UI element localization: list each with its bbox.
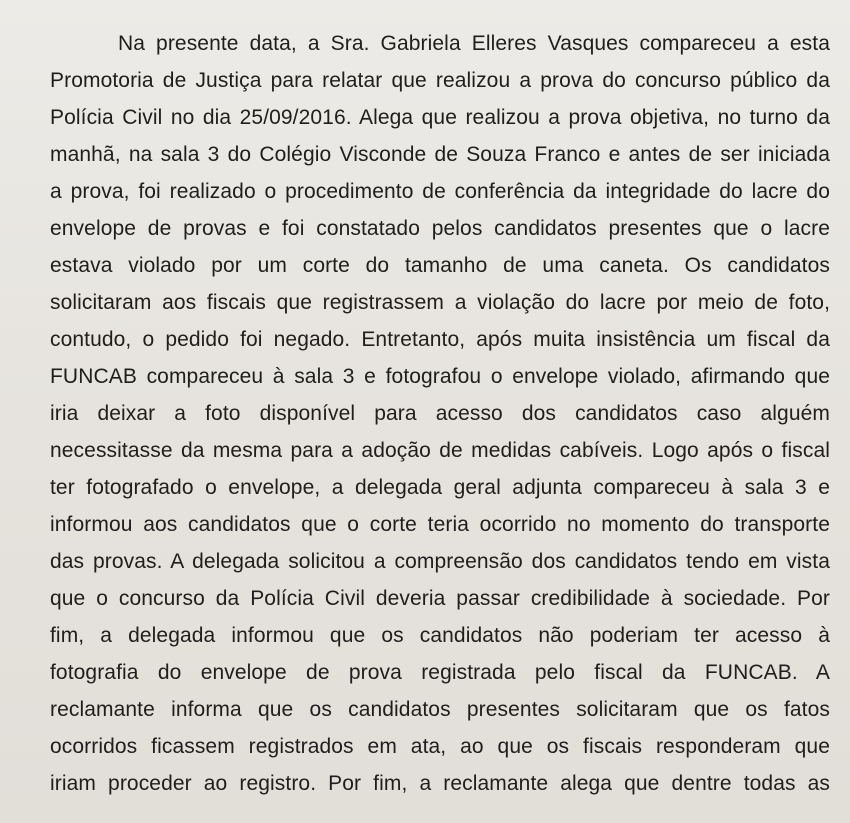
text-line-20: ocorridos ficassem registrados em ata, ao que os fiscais responderam que (50, 735, 830, 758)
text-line-13: ter fotografado o envelope, a delegada geral adjunta compareceu à sala 3 e (50, 476, 830, 499)
text-line-7: estava violado por um corte do tamanho de uma caneta. Os candidatos (50, 254, 830, 277)
text-line-9: contudo, o pedido foi negado. Entretanto, após muita insistência um fiscal da (50, 328, 830, 351)
text-line-3: Polícia Civil no dia 25/09/2016. Alega que realizou a prova objetiva, no turno da (50, 106, 830, 129)
text-line-19: reclamante informa que os candidatos presentes solicitaram que os fatos (50, 698, 830, 721)
text-line-10: FUNCAB compareceu à sala 3 e fotografou o envelope violado, afirmando que (50, 365, 830, 388)
text-line-6: envelope de provas e foi constatado pelos candidatos presentes que o lacre (50, 217, 830, 240)
text-line-11: iria deixar a foto disponível para acesso dos candidatos caso alguém (50, 402, 830, 425)
text-line-5: a prova, foi realizado o procedimento de conferência da integridade do lacre do (50, 180, 830, 203)
text-line-16: que o concurso da Polícia Civil deveria passar credibilidade à sociedade. Por (50, 587, 830, 610)
text-line-21: iriam proceder ao registro. Por fim, a reclamante alega que dentre todas as (50, 772, 830, 795)
text-line-17: fim, a delegada informou que os candidatos não poderiam ter acesso à (50, 624, 830, 647)
text-line-4: manhã, na sala 3 do Colégio Visconde de Souza Franco e antes de ser iniciada (50, 143, 830, 166)
text-line-12: necessitasse da mesma para a adoção de medidas cabíveis. Logo após o fiscal (50, 439, 830, 462)
text-line-14: informou aos candidatos que o corte teria ocorrido no momento do transporte (50, 513, 830, 536)
text-line-1: Na presente data, a Sra. Gabriela Elleres Vasques compareceu a esta (118, 32, 830, 55)
text-line-15: das provas. A delegada solicitou a compreensão dos candidatos tendo em vista (50, 550, 830, 573)
text-line-2: Promotoria de Justiça para relatar que realizou a prova do concurso público da (50, 69, 830, 92)
text-line-8: solicitaram aos fiscais que registrassem a violação do lacre por meio de foto, (50, 291, 830, 314)
text-line-18: fotografia do envelope de prova registrada pelo fiscal da FUNCAB. A (50, 661, 830, 684)
